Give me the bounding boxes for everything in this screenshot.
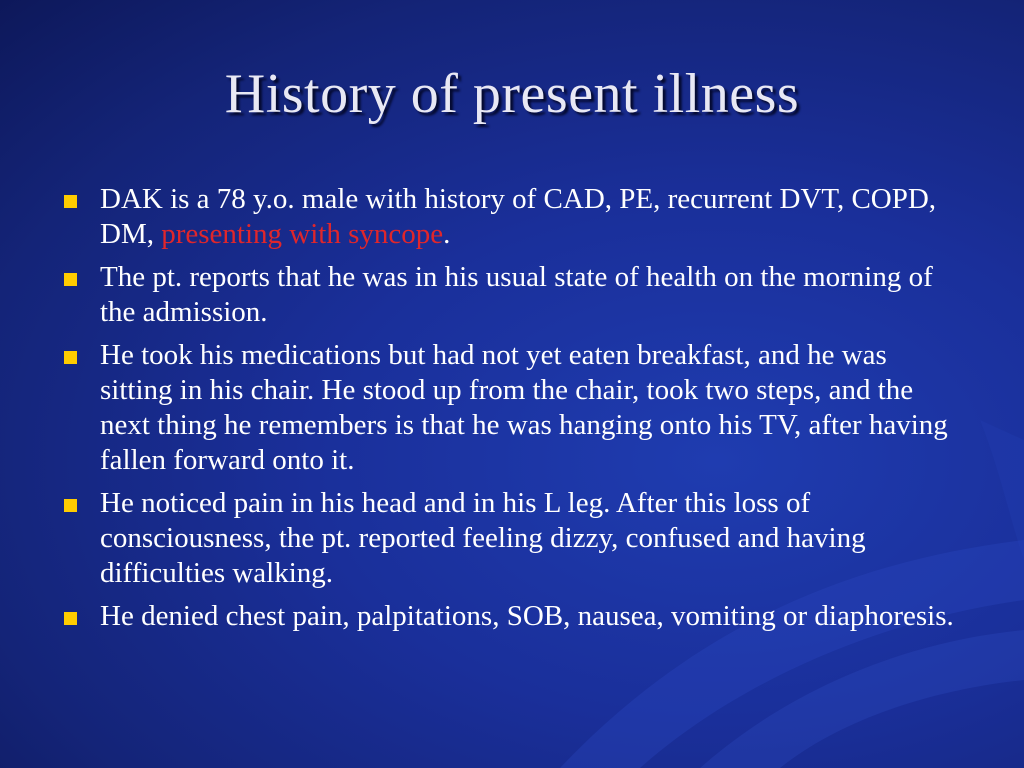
bullet-text-end: . <box>443 218 451 250</box>
bullet-item <box>62 338 962 478</box>
square-bullet-icon <box>64 273 77 286</box>
bullet-item <box>62 599 962 634</box>
square-bullet-icon <box>64 195 77 208</box>
square-bullet-icon <box>64 499 77 512</box>
square-bullet-icon <box>64 351 77 364</box>
bullet-item <box>62 260 962 330</box>
bullet-text: He noticed pain in his head and in his L leg. After this loss of consciousness, the pt. reported feeling dizzy, confused and having difficulties walking. <box>100 487 866 589</box>
slide-title: History of present illness <box>224 63 800 125</box>
bullet-highlight-text: presenting with syncope <box>161 218 444 250</box>
bullet-item <box>62 182 962 252</box>
bullet-text: DAK is a 78 y.o. male with history of CAD, PE, recurrent DVT, COPD, DM, <box>100 183 937 250</box>
square-bullet-icon <box>64 612 77 625</box>
bullet-item <box>62 486 962 591</box>
bullet-text: He denied chest pain, palpitations, SOB, nausea, vomiting or diaphoresis. <box>100 600 954 632</box>
bullet-text: The pt. reports that he was in his usual state of health on the morning of the admission. <box>100 261 933 328</box>
bullet-text: He took his medications but had not yet eaten breakfast, and he was sitting in his chair. He stood up from the chair, took two steps, and the next thing he remembers is that he was hanging onto his TV, after having fallen forward onto it. <box>100 339 948 476</box>
bullet-list <box>62 182 962 642</box>
